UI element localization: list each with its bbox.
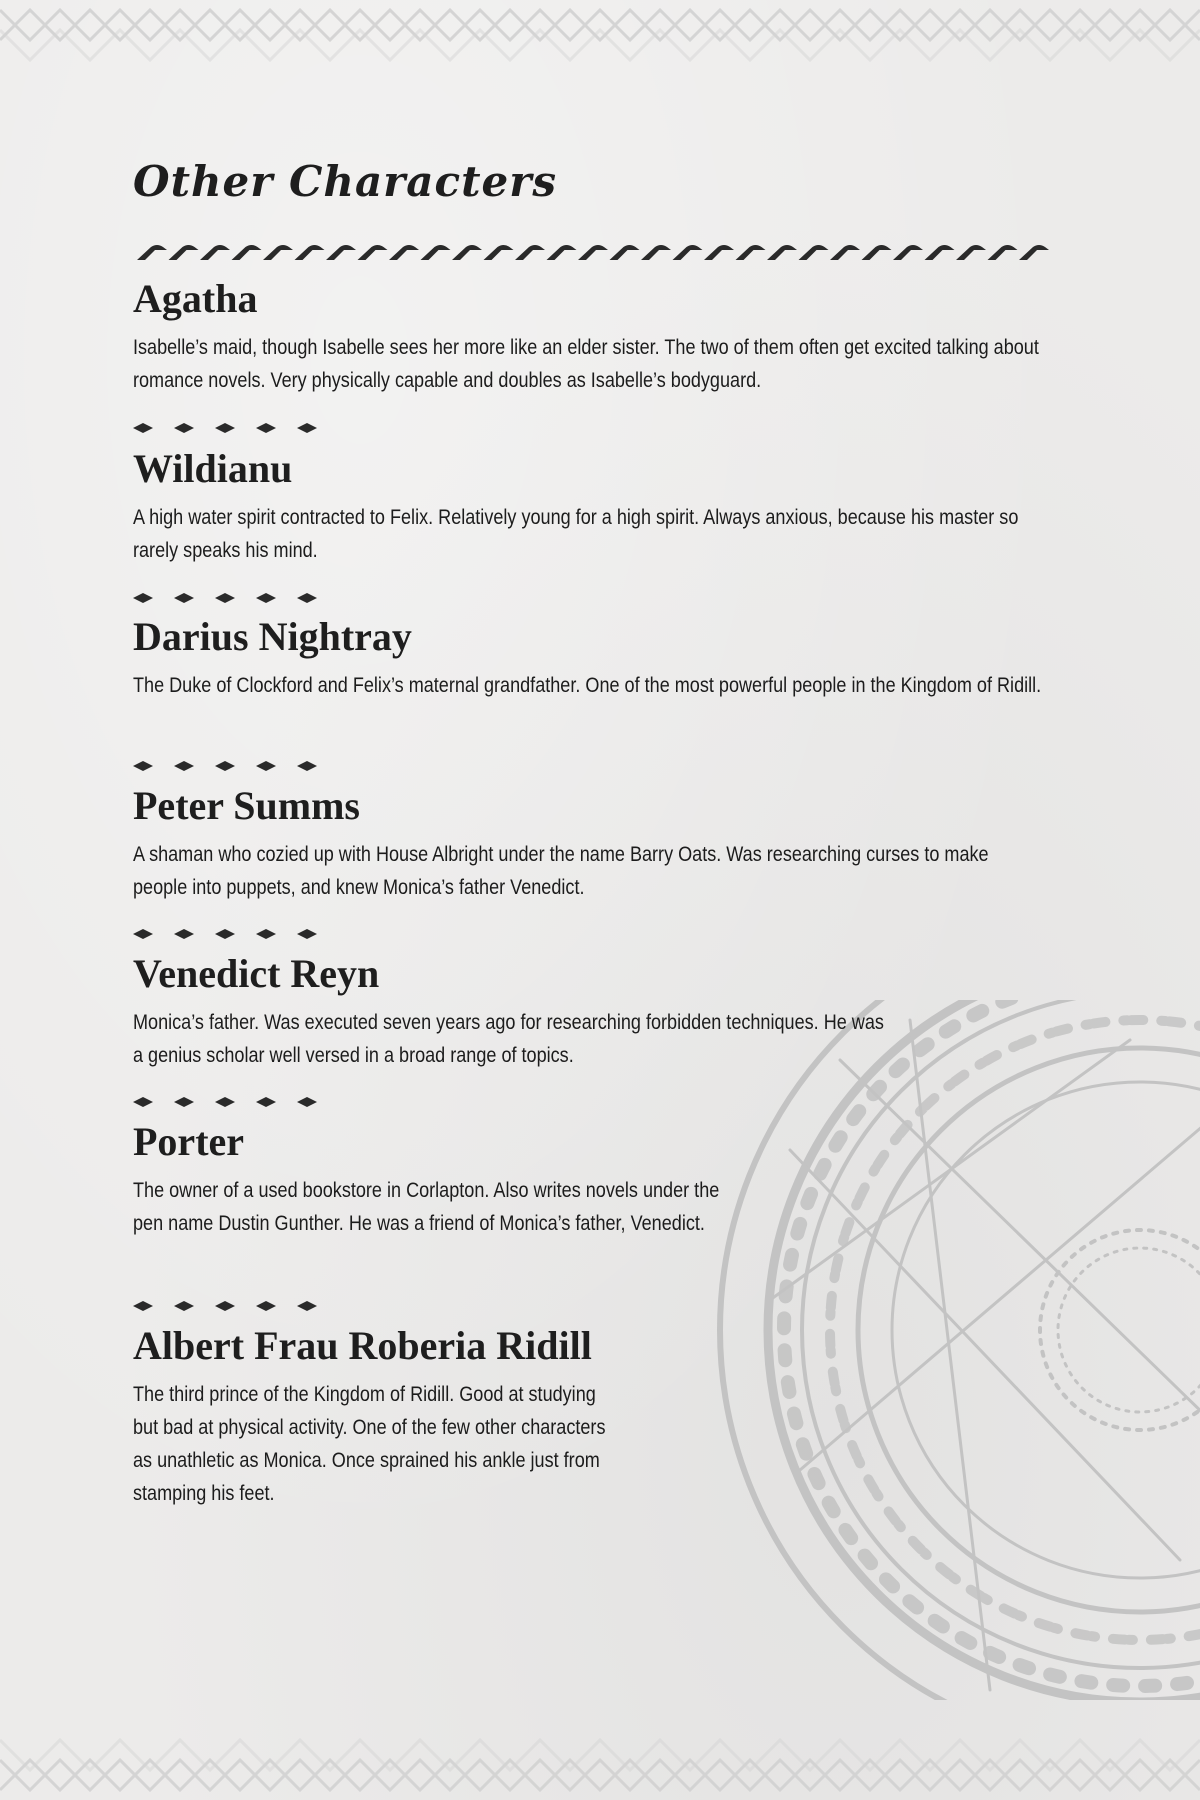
character-entry-darius-nightray bbox=[133, 613, 1063, 702]
diamond-ornament bbox=[215, 929, 235, 939]
wave-segment bbox=[547, 245, 577, 260]
character-description: Isabelle’s maid, though Isabelle sees her more like an elder sister. The two of them often get excited talking about romance novels. Very physically capable and doubles as Isabelle’s bodyguard. bbox=[133, 336, 1039, 392]
wave-segment bbox=[956, 245, 986, 260]
diamond-ornament bbox=[133, 1097, 153, 1107]
five-diamond-divider bbox=[133, 926, 353, 942]
diamond-ornament bbox=[297, 929, 317, 939]
diamond-ornament bbox=[133, 929, 153, 939]
five-diamond-divider bbox=[133, 758, 353, 774]
diamond-ornament bbox=[297, 423, 317, 433]
wave-segment bbox=[232, 245, 262, 260]
diamond-ornament bbox=[256, 761, 276, 771]
wave-segment bbox=[925, 245, 955, 260]
character-description: A high water spirit contracted to Felix. Relatively young for a high spirit. Always anxious, because his master so rarely speaks his mind. bbox=[133, 506, 1019, 562]
wave-segment bbox=[893, 245, 923, 260]
wave-segment bbox=[578, 245, 608, 260]
diamond-ornament bbox=[133, 761, 153, 771]
five-diamond-divider bbox=[133, 590, 353, 606]
diamond-ornament bbox=[215, 1097, 235, 1107]
wave-segment bbox=[830, 245, 860, 260]
character-entry-wildianu bbox=[133, 445, 1063, 567]
wave-segment bbox=[799, 245, 829, 260]
diamond-ornament bbox=[215, 423, 235, 433]
wave-segment bbox=[988, 245, 1018, 260]
diamond-ornament bbox=[297, 1301, 317, 1311]
character-name: Wildianu bbox=[133, 446, 293, 491]
bottom-lattice-border bbox=[0, 1730, 1200, 1800]
diamond-ornament bbox=[215, 761, 235, 771]
diamond-ornament bbox=[297, 761, 317, 771]
character-description: The third prince of the Kingdom of Ridill. Good at studying but bad at physical activity. One of the few other characters as unathletic as Monica. Once sprained his ankle just from stamping his feet. bbox=[133, 1383, 606, 1505]
character-name: Porter bbox=[133, 1119, 245, 1164]
wave-segment bbox=[736, 245, 766, 260]
character-name: Venedict Reyn bbox=[133, 951, 380, 996]
five-diamond-divider bbox=[133, 1298, 353, 1314]
magic-circle-seal bbox=[710, 1000, 1200, 1700]
diamond-ornament bbox=[133, 1301, 153, 1311]
five-diamond-divider bbox=[133, 420, 353, 436]
character-name: Albert Frau Roberia Ridill bbox=[133, 1323, 592, 1368]
wave-segment bbox=[767, 245, 797, 260]
wave-segment bbox=[358, 245, 388, 260]
character-name: Agatha bbox=[133, 276, 258, 321]
character-name: Peter Summs bbox=[133, 783, 360, 828]
wave-segment bbox=[200, 245, 230, 260]
wave-segment bbox=[137, 245, 167, 260]
wave-segment bbox=[862, 245, 892, 260]
diamond-ornament bbox=[256, 1301, 276, 1311]
wave-segment bbox=[673, 245, 703, 260]
character-entry-porter bbox=[133, 1118, 773, 1240]
diamond-ornament bbox=[215, 1301, 235, 1311]
five-diamond-divider bbox=[133, 1094, 353, 1110]
wave-segment bbox=[641, 245, 671, 260]
character-entry-agatha bbox=[133, 275, 1063, 397]
diamond-ornament bbox=[174, 1097, 194, 1107]
wave-segment bbox=[610, 245, 640, 260]
character-description: The Duke of Clockford and Felix’s maternal grandfather. One of the most powerful people in the Kingdom of Ridill. bbox=[133, 674, 1042, 697]
character-entry-albert-frau-roberia-ridill bbox=[133, 1322, 753, 1510]
wave-segment bbox=[389, 245, 419, 260]
diamond-ornament bbox=[215, 593, 235, 603]
diamond-ornament bbox=[174, 929, 194, 939]
diamond-ornament bbox=[174, 761, 194, 771]
diamond-ornament bbox=[174, 593, 194, 603]
wave-segment bbox=[484, 245, 514, 260]
character-description: The owner of a used bookstore in Corlapton. Also writes novels under the pen name Dustin Gunther. He was a friend of Monica’s father, Venedict. bbox=[133, 1179, 720, 1235]
wave-segment bbox=[421, 245, 451, 260]
diamond-ornament bbox=[133, 423, 153, 433]
diamond-ornament bbox=[174, 1301, 194, 1311]
wave-segment bbox=[1019, 245, 1049, 260]
diamond-ornament bbox=[256, 1097, 276, 1107]
wave-segment bbox=[295, 245, 325, 260]
top-lattice-border bbox=[0, 0, 1200, 70]
diamond-ornament bbox=[297, 1097, 317, 1107]
character-description: Monica’s father. Was executed seven years ago for researching forbidden techniques. He was a genius scholar well versed in a broad range of topics. bbox=[133, 1011, 884, 1067]
page-title: Other Characters bbox=[133, 157, 557, 206]
wave-segment bbox=[515, 245, 545, 260]
diamond-ornament bbox=[133, 593, 153, 603]
character-name: Darius Nightray bbox=[133, 614, 412, 659]
zigzag-wave-rule bbox=[133, 238, 1058, 268]
wave-segment bbox=[169, 245, 199, 260]
wave-segment bbox=[326, 245, 356, 260]
character-entry-peter-summs bbox=[133, 782, 1063, 904]
wave-segment bbox=[263, 245, 293, 260]
diamond-ornament bbox=[297, 593, 317, 603]
content-column bbox=[133, 150, 1063, 1505]
diamond-ornament bbox=[174, 423, 194, 433]
diamond-ornament bbox=[256, 593, 276, 603]
diamond-ornament bbox=[256, 423, 276, 433]
character-entry-venedict-reyn bbox=[133, 950, 893, 1072]
character-description: A shaman who cozied up with House Albright under the name Barry Oats. Was researching curses to make people into puppets, and knew Monica’s father Venedict. bbox=[133, 843, 989, 899]
diamond-ornament bbox=[256, 929, 276, 939]
wave-segment bbox=[452, 245, 482, 260]
wave-segment bbox=[704, 245, 734, 260]
